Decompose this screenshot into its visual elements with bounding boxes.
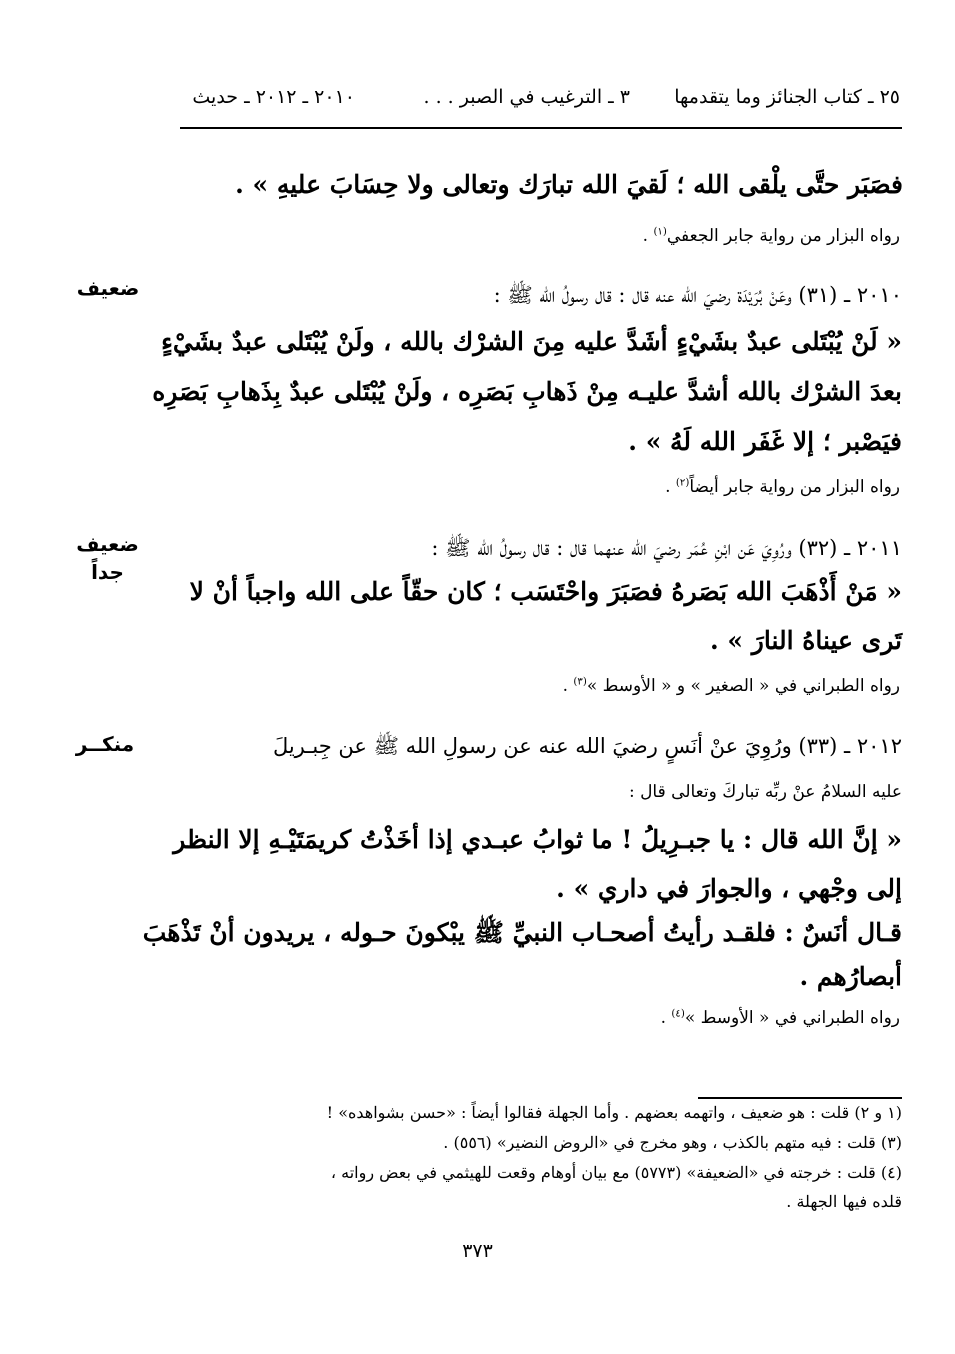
source-text: رواه الطبراني في « الأوسط »	[684, 1008, 900, 1028]
hadith-2012-text-line-3: قـال أنَسٌ : فلقـد رأيتُ أصحـاب النبيِّ ﷺ يبْكونَ حـوله ، يريدون أنْ تَذْهَبَ	[142, 918, 902, 947]
footnote-ref: (٤)	[671, 1008, 685, 1020]
grade-label-2011-line-2: جداً	[91, 560, 124, 584]
header-book-title: ٢٥ ـ كتاب الجنائز وما يتقدمها	[674, 86, 900, 108]
continuation-source	[643, 226, 900, 246]
hadith-2011-source	[563, 676, 900, 696]
hadith-2010-text-line-3: فيَصْبر ؛ إلا غَفَر الله لَهُ » .	[628, 427, 902, 456]
hadith-2010-text-line-2: بعدَ الشرْك بالله أشدَّ عليـه مِنْ ذَهابِ بَصَرِه ، ولَنْ يُبْتَلى عبدٌ بِذَهابِ بَصَرِه	[152, 377, 902, 406]
source-end: .	[562, 676, 574, 696]
source-end: .	[665, 477, 676, 497]
source-text: رواه الطبراني في « الصغير » و « الأوسط »	[586, 676, 900, 696]
hadith-2010-source	[665, 477, 900, 497]
hadith-2011-intro: ٢٠١١ ـ (٣٢) ورُوِيَ عَن ابْنِ عُمَر رضيَ الله عنهما قال : قال رسولُ الله ﷺ :	[431, 536, 902, 560]
grade-label-2012: منكــر	[75, 732, 135, 756]
footnote-4-continued: قلده فيها الجهلة .	[786, 1192, 902, 1211]
footnote-4: (٤) قلت : خرجته في «الضعيفة» (٥٧٧٣) مع بيان أوهام وقعت للهيثمي في بعض رواته ،	[330, 1163, 902, 1182]
hadith-2011-text-line-2: تَرى عيناهُ النارَ » .	[710, 626, 902, 655]
hadith-2011-text-line-1: « مَنْ أَذْهَبَ الله بَصَرهُ فصَبَرَ واحْتَسَب ؛ كان حقّاً على الله واجباً أنْ لا	[189, 577, 902, 606]
source-text: رواه البزار من رواية جابر الجعفي	[666, 226, 900, 246]
hadith-2012-text-line-4: أبصارُهم .	[799, 962, 902, 991]
hadith-2012-source	[661, 1008, 900, 1028]
footnote-ref: (٢)	[675, 477, 690, 489]
source-end: .	[642, 226, 654, 246]
hadith-2012-text-line-1: « إنَّ الله قال : يا جبـرِيلُ ! ما ثوابُ عبـدي إذا أخَذْتُ كريمَتَيْـهِ إلا النظر	[173, 825, 902, 854]
footnote-ref: (٣)	[573, 676, 587, 688]
hadith-2010-intro: ٢٠١٠ ـ (٣١) وعَنْ بُرَيْدَة رضيَ الله عنه قال : قال رسولُ الله ﷺ :	[493, 283, 902, 307]
footnote-1: (١ و ٢) قلت : هو ضعيف ، واتهمه بعضهم . وأما الجهلة فقالوا أيضاً : «حسن بشواهده» !	[326, 1103, 902, 1122]
source-end: .	[660, 1008, 672, 1028]
header-divider	[180, 127, 902, 129]
hadith-2010-text-line-1: « لَنْ يُبْتَلى عبدٌ بشَيْءٍ أشَدَّ عليه مِنَ الشرْك بالله ، ولَنْ يُبْتَلى عبدٌ بشَيْءٍ	[161, 327, 902, 356]
footnote-ref: (١)	[653, 226, 667, 238]
hadith-2012-intro: ٢٠١٢ ـ (٣٣) ورُوِيَ عنْ أنَسٍ رضيَ الله عنه عن رسولِ الله ﷺ عن جِبـريلَ	[272, 734, 902, 758]
footnote-3: (٣) قلت : فيه متهم بالكذب ، وهو مخرج في «الروض النضير» (٥٥٦) .	[443, 1133, 902, 1152]
page-number: ٣٧٣	[462, 1240, 493, 1262]
footnote-divider	[698, 1097, 902, 1099]
source-text: رواه البزار من رواية جابر أيضاً	[689, 477, 900, 497]
grade-label-2011-line-1: ضعيف	[76, 532, 139, 556]
continuation-line: فصَبَر حتَّى يلْقى الله ؛ لَقيَ الله تبارَك وتعالى ولا حِسَابَ عليهِ » .	[235, 170, 903, 199]
hadith-2012-intro-line-2: عليه السلامُ عنْ ربِّه تباركَ وتعالى قال :	[628, 782, 902, 802]
grade-label-2010: ضعيف	[76, 276, 140, 300]
hadith-2012-text-line-2: إلى وجْهي ، والجوارَ في داري » .	[556, 874, 902, 903]
header-hadith-range: ٢٠١٠ ـ ٢٠١٢ ـ حديث	[192, 86, 355, 108]
header-chapter-title: ٣ ـ الترغيب في الصبر . . .	[423, 86, 630, 108]
